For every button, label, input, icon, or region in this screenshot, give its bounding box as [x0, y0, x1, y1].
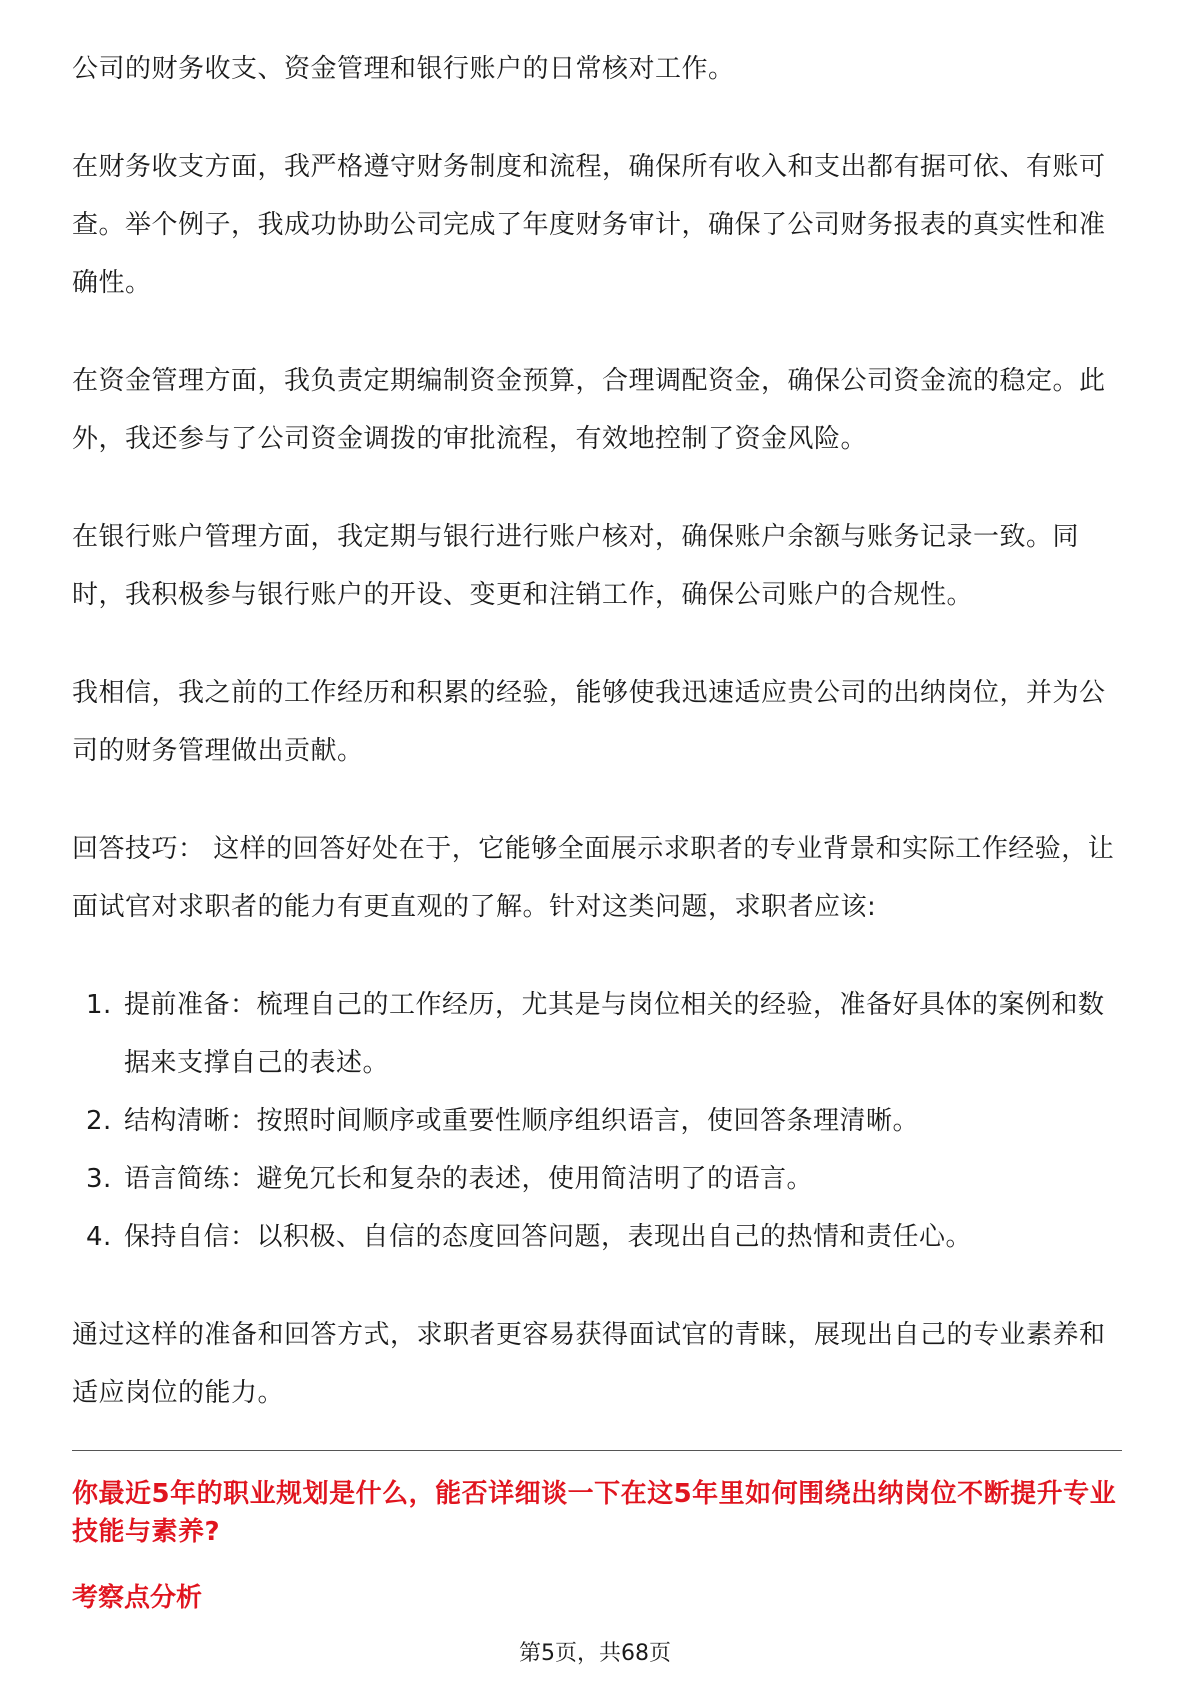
list-number: 2.: [86, 1106, 112, 1136]
paragraph-intro: 公司的财务收支、资金管理和银行账户的日常核对工作。: [72, 54, 735, 84]
list-text: 保持自信：以积极、自信的态度回答问题，表现出自己的热情和责任心。: [124, 1222, 973, 1252]
question-heading: 你最近5年的职业规划是什么，能否详细谈一下在这5年里如何围绕出纳岗位不断提升专业技能与素养?: [72, 1479, 1117, 1547]
list-text: 语言简练：避免冗长和复杂的表述，使用简洁明了的语言。: [124, 1164, 814, 1194]
tips-list: [72, 976, 1122, 1266]
paragraph-closing: 通过这样的准备和回答方式，求职者更容易获得面试官的青睐，展现出自己的专业素养和适应岗位的能力。: [72, 1320, 1106, 1408]
list-item: [72, 1092, 1122, 1150]
list-number: 3.: [86, 1164, 112, 1194]
page-content: [72, 40, 1122, 1617]
list-text: 结构清晰：按照时间顺序或重要性顺序组织语言，使回答条理清晰。: [124, 1106, 920, 1136]
list-number: 1.: [86, 990, 112, 1020]
paragraph-finance: 在财务收支方面，我严格遵守财务制度和流程，确保所有收入和支出都有据可依、有账可查。举个例子，我成功协助公司完成了年度财务审计，确保了公司财务报表的真实性和准确性。: [72, 152, 1106, 298]
list-text: 提前准备：梳理自己的工作经历，尤其是与岗位相关的经验，准备好具体的案例和数据来支撑自己的表述。: [124, 990, 1105, 1078]
page-footer: 第5页，共68页: [519, 1641, 671, 1666]
list-item: [72, 976, 1122, 1092]
list-item: [72, 1208, 1122, 1266]
divider: [72, 1450, 1122, 1451]
list-number: 4.: [86, 1222, 112, 1252]
paragraph-funds: 在资金管理方面，我负责定期编制资金预算，合理调配资金，确保公司资金流的稳定。此外，我还参与了公司资金调拨的审批流程，有效地控制了资金风险。: [72, 366, 1106, 454]
section-title: 考察点分析: [72, 1583, 203, 1613]
paragraph-bank: 在银行账户管理方面，我定期与银行进行账户核对，确保账户余额与账务记录一致。同时，我积极参与银行账户的开设、变更和注销工作，确保公司账户的合规性。: [72, 522, 1080, 610]
paragraph-belief: 我相信，我之前的工作经历和积累的经验，能够使我迅速适应贵公司的出纳岗位，并为公司的财务管理做出贡献。: [72, 678, 1106, 766]
list-item: [72, 1150, 1122, 1208]
paragraph-tips-intro: 回答技巧： 这样的回答好处在于，它能够全面展示求职者的专业背景和实际工作经验，让面试官对求职者的能力有更直观的了解。针对这类问题，求职者应该:: [72, 834, 1115, 922]
